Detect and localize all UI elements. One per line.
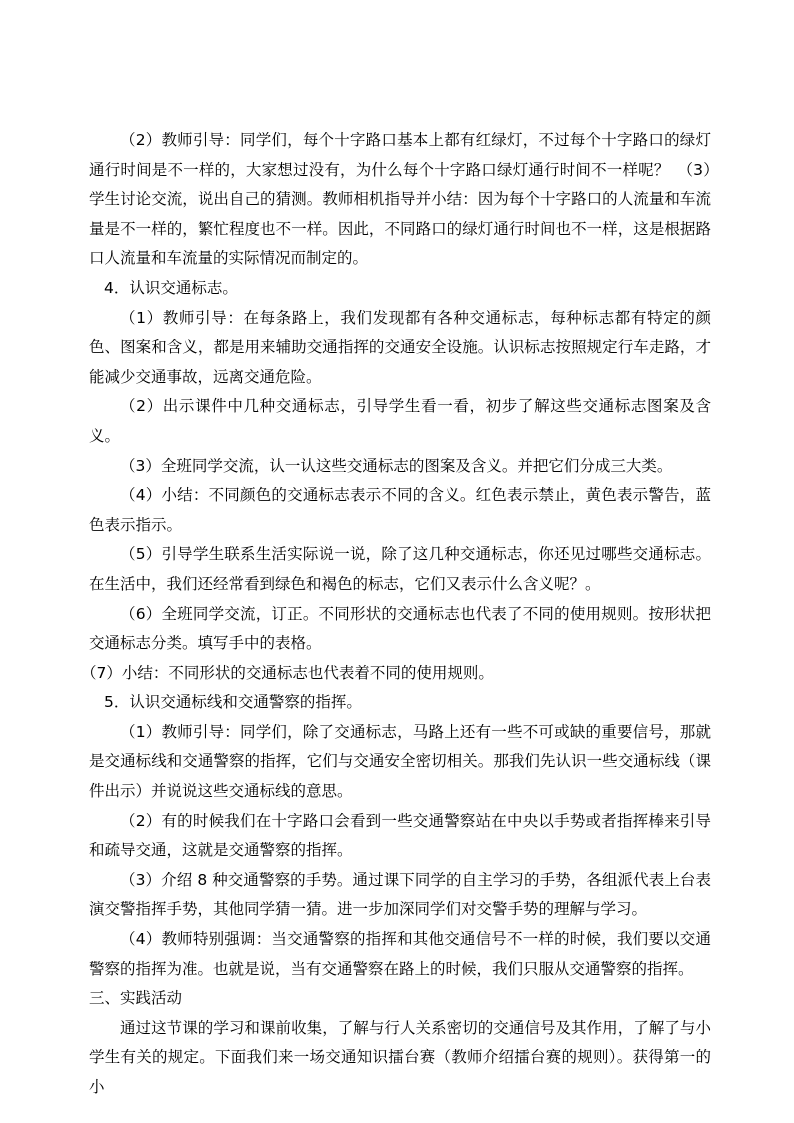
paragraph-police-gestures: （3）介绍 8 种交通警察的手势。通过课下同学的自主学习的手势，各组派代表上台表演交警指挥手势，其他同学猜一猜。进一步加深同学们对交警手势的理解与学习。	[89, 870, 711, 919]
paragraph-signs-shape-summary: （7）小结：不同形状的交通标志也代表着不同的使用规则。	[81, 663, 494, 682]
section-heading-traffic-signs: 4．认识交通标志。	[104, 278, 238, 297]
paragraph-signs-courseware: （2）出示课件中几种交通标志，引导学生看一看，初步了解这些交通标志图案及含义。	[89, 397, 711, 445]
paragraph-traffic-light-discussion: （2）教师引导：同学们，每个十字路口基本上都有红绿灯，不过每个十字路口的绿灯通行时间是不一样的，大家想过没有，为什么每个十字路口绿灯通行时间不一样呢？ （3）学生讨论交流，说出自己的猜测。教师相机指导并小结：因为每个十字路口的人流量和车流量是不一样的，繁忙程度也不一样。因此，不同路口的绿灯通行时间也不一样，这是根据路口人流量和车流量的实际情况而制定的。	[89, 131, 711, 268]
paragraph-signs-color-summary: （4）小结：不同颜色的交通标志表示不同的含义。红色表示禁止，黄色表示警告，蓝色表示指示。	[89, 486, 711, 534]
paragraph-police-direction: （2）有的时候我们在十字路口会看到一些交通警察站在中央以手势或者指挥棒来引导和疏导交通，这就是交通警察的指挥。	[89, 811, 711, 860]
paragraph-signs-classify: （3）全班同学交流，认一认这些交通标志的图案及含义。并把它们分成三大类。	[120, 456, 673, 475]
paragraph-signs-intro: （1）教师引导：在每条路上，我们发现都有各种交通标志，每种标志都有特定的颜色、图案和含义，都是用来辅助交通指挥的交通安全设施。认识标志按照规定行车走路，才能减少交通事故，远离交通危险。	[89, 308, 711, 386]
document-body	[81, 126, 711, 1103]
paragraph-police-priority: （4）教师特别强调：当交通警察的指挥和其他交通信号不一样的时候，我们要以交通警察的指挥为准。也就是说，当有交通警察在路上的时候，我们只服从交通警察的指挥。	[89, 930, 711, 978]
paragraph-practice-activity: 通过这节课的学习和课前收集，了解与行人关系密切的交通信号及其作用，了解了与小学生有关的规定。下面我们来一场交通知识擂台赛（教师介绍擂台赛的规则）。获得第一的小	[89, 1018, 711, 1096]
section-heading-markings-police: 5．认识交通标线和交通警察的指挥。	[104, 693, 362, 712]
section-heading-practice: 三、实践活动	[89, 989, 183, 1008]
paragraph-signs-shape-classify: （6）全班同学交流，订正。不同形状的交通标志也代表了不同的使用规则。按形状把交通标志分类。填写手中的表格。	[89, 604, 711, 653]
paragraph-signs-real-life: （5）引导学生联系生活实际说一说，除了这几种交通标志，你还见过哪些交通标志。在生活中，我们还经常看到绿色和褐色的标志，它们又表示什么含义呢？。	[89, 545, 711, 593]
paragraph-markings-intro: （1）教师引导：同学们，除了交通标志，马路上还有一些不可或缺的重要信号，那就是交通标线和交通警察的指挥，它们与交通安全密切相关。那我们先认识一些交通标线（课件出示）并说说这些交通标线的意思。	[89, 722, 711, 801]
